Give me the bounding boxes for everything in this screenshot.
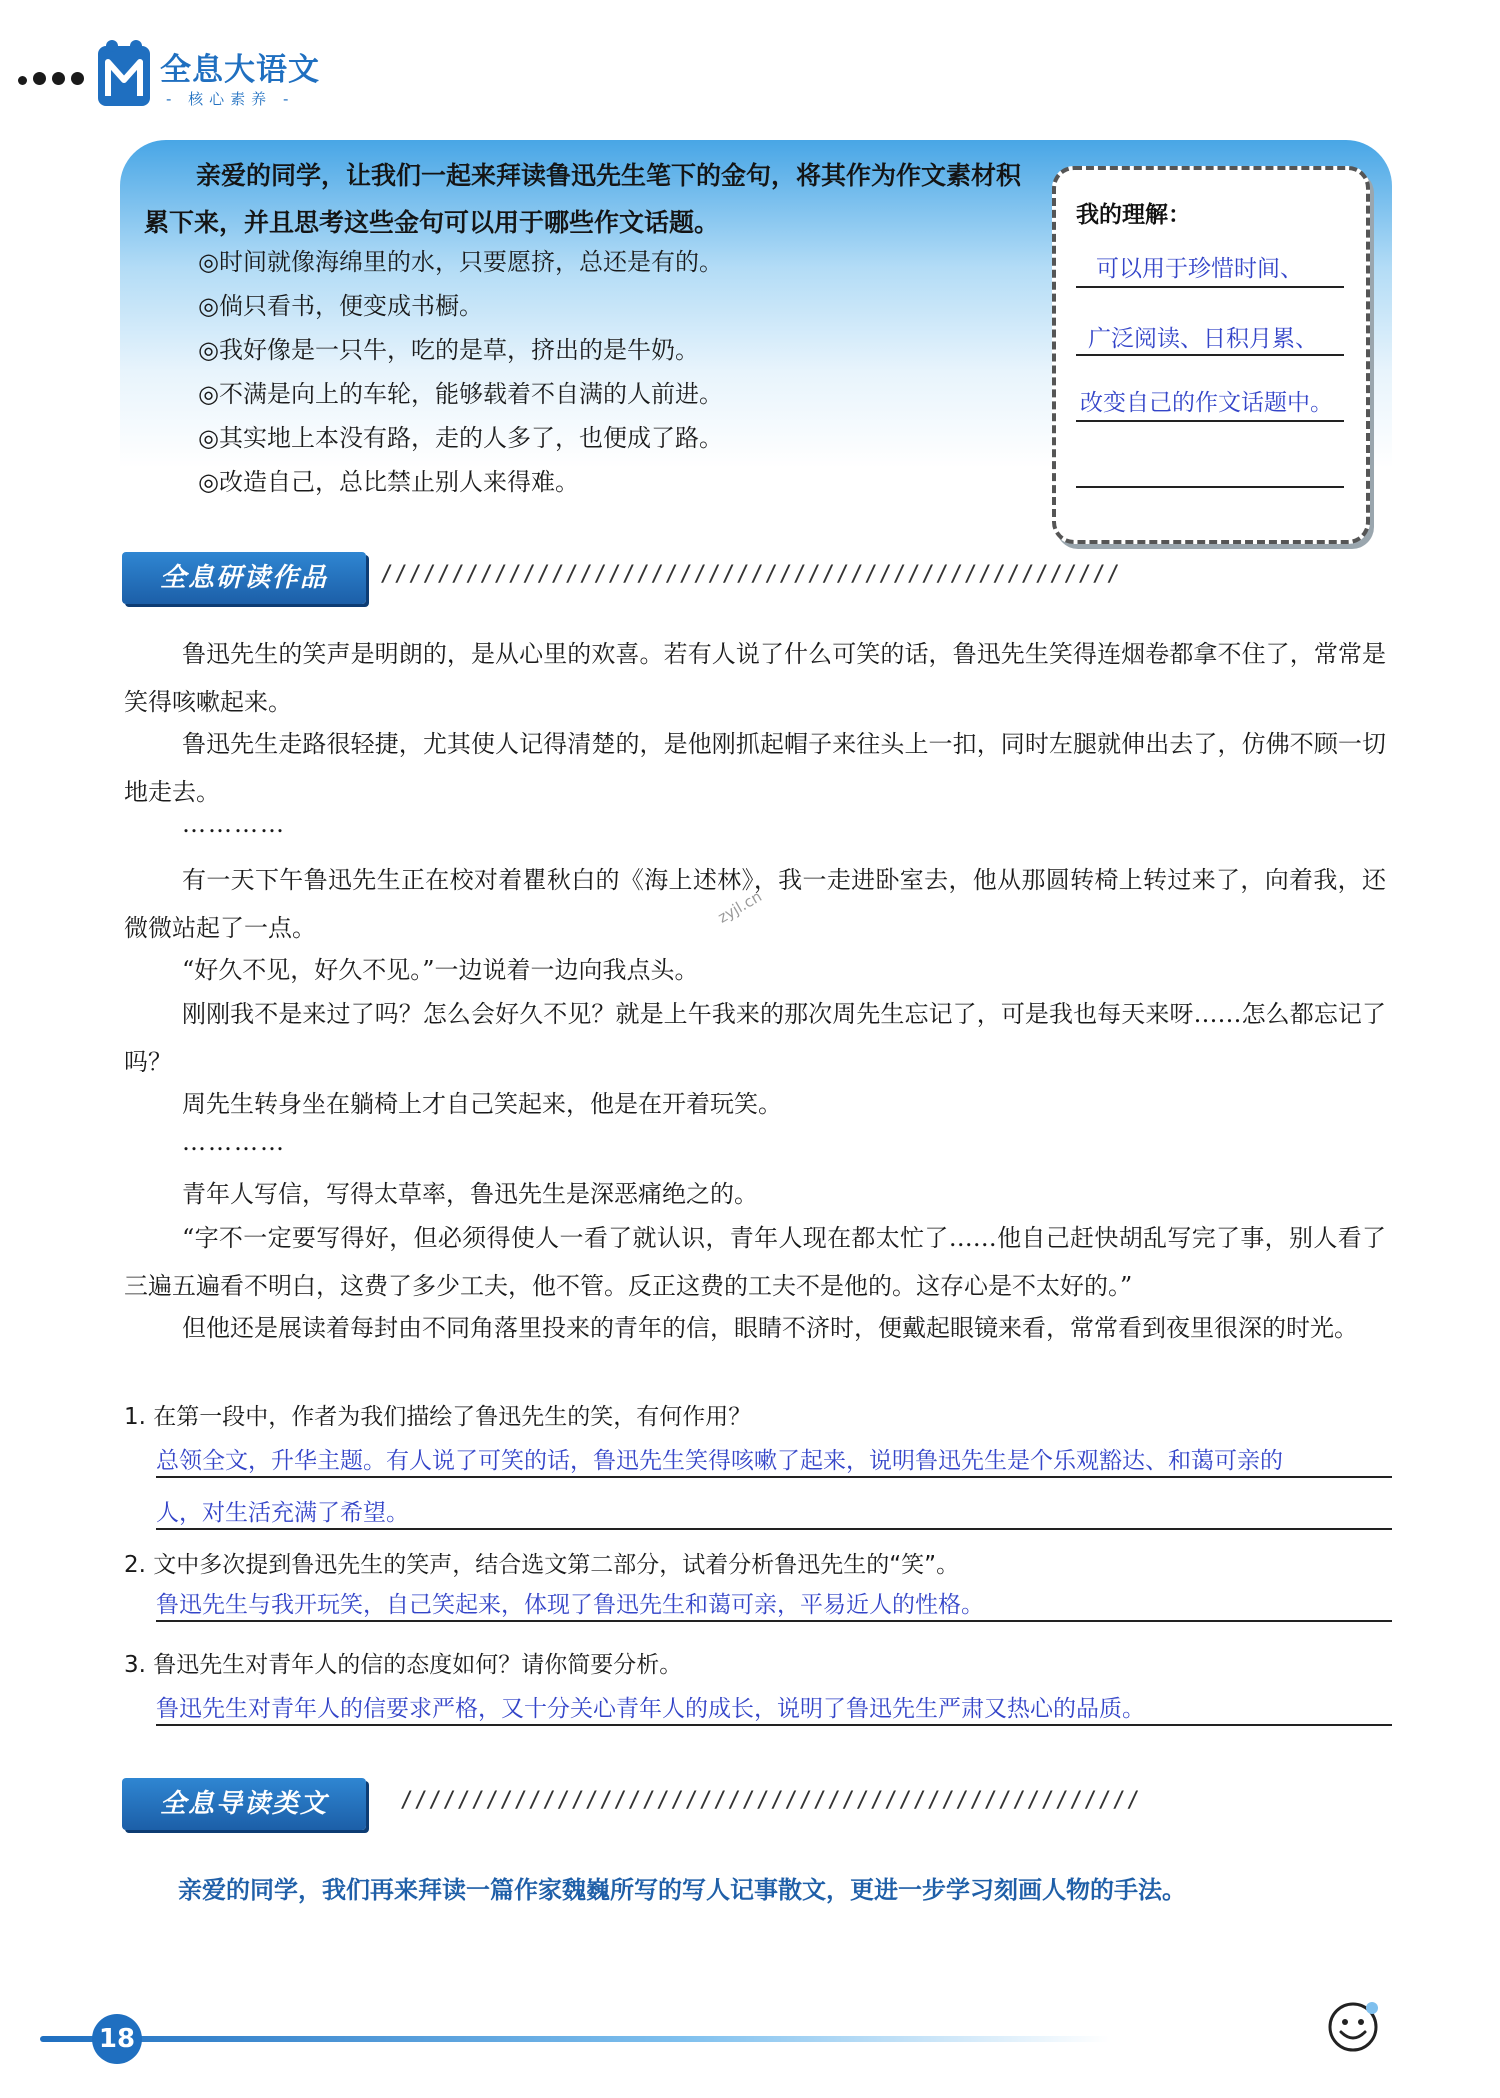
answer-line xyxy=(1076,420,1344,422)
watermark: zyjl.cn xyxy=(714,887,765,927)
answer-1-line-2: 人，对生活充满了希望。 xyxy=(156,1500,409,1526)
article-paragraph-5: 刚刚我不是来过了吗？怎么会好久不见？就是上午我来的那次周先生忘记了，可是我也每天来呀……怎么都忘记了吗？ xyxy=(124,1000,1386,1076)
section-divider: //////////////////////////////////////////////////// xyxy=(400,1788,1141,1813)
quote-2: ◎倘只看书，便变成书橱。 xyxy=(198,292,483,320)
understanding-line-2: 广泛阅读、日积月累、 xyxy=(1088,326,1318,352)
brand-title: 全息大语文 xyxy=(160,52,320,88)
article-paragraph-6: 周先生转身坐在躺椅上才自己笑起来，他是在开着玩笑。 xyxy=(182,1090,782,1118)
quote-6: ◎改造自己，总比禁止别人来得难。 xyxy=(198,468,579,496)
article-paragraph-7: 青年人写信，写得太草率，鲁迅先生是深恶痛绝之的。 xyxy=(182,1180,758,1208)
understanding-line-1: 可以用于珍惜时间、 xyxy=(1096,256,1303,282)
answer-line xyxy=(156,1476,1392,1478)
page-number: 18 xyxy=(92,2014,142,2064)
answer-3: 鲁迅先生对青年人的信要求严格，又十分关心青年人的成长，说明了鲁迅先生严肃又热心的品质。 xyxy=(156,1696,1145,1722)
understanding-line-3: 改变自己的作文话题中。 xyxy=(1080,390,1333,416)
article-ellipsis: ………… xyxy=(182,1128,286,1156)
footer-bar xyxy=(40,2036,1110,2042)
quote-4: ◎不满是向上的车轮，能够载着不自满的人前进。 xyxy=(198,380,723,408)
answer-line xyxy=(1076,286,1344,288)
answer-line xyxy=(156,1724,1392,1726)
question-3: 3. 鲁迅先生对青年人的信的态度如何？请你简要分析。 xyxy=(124,1652,683,1678)
article-paragraph-4: “好久不见，好久不见。”一边说着一边向我点头。 xyxy=(182,956,699,984)
article-ellipsis: ………… xyxy=(182,810,286,838)
article-paragraph-8: “字不一定要写得好，但必须得使人一看了就认识，青年人现在都太忙了……他自己赶快胡乱写完了事，别人看了三遍五遍看不明白，这费了多少工夫，他不管。反正这费的工夫不是他的。这存心是不太好的。” xyxy=(124,1224,1386,1300)
answer-line xyxy=(156,1620,1392,1622)
m-letter-logo-icon xyxy=(98,40,150,106)
section2-intro: 亲爱的同学，我们再来拜读一篇作家魏巍所写的写人记事散文，更进一步学习刻画人物的手法。 xyxy=(178,1876,1186,1904)
quote-5: ◎其实地上本没有路，走的人多了，也便成了路。 xyxy=(198,424,723,452)
brand-subtitle: - 核心素养 - xyxy=(166,90,295,108)
answer-2: 鲁迅先生与我开玩笑，自己笑起来，体现了鲁迅先生和蔼可亲，平易近人的性格。 xyxy=(156,1592,984,1618)
article-paragraph-2: 鲁迅先生走路很轻捷，尤其使人记得清楚的，是他刚抓起帽子来往头上一扣，同时左腿就伸出去了，仿佛不顾一切地走去。 xyxy=(124,730,1386,806)
quote-1: ◎时间就像海绵里的水，只要愿挤，总还是有的。 xyxy=(198,248,723,276)
dots-icon xyxy=(18,70,90,89)
quote-3: ◎我好像是一只牛，吃的是草，挤出的是牛奶。 xyxy=(198,336,699,364)
answer-1-line-1: 总领全文，升华主题。有人说了可笑的话，鲁迅先生笑得咳嗽了起来，说明鲁迅先生是个乐观豁达、和蔼可亲的 xyxy=(156,1448,1283,1474)
question-1: 1. 在第一段中，作者为我们描绘了鲁迅先生的笑，有何作用？ xyxy=(124,1404,752,1430)
section-heading-study: 全息研读作品 xyxy=(122,552,366,604)
section-divider: //////////////////////////////////////////////////// xyxy=(380,562,1121,587)
article-paragraph-1: 鲁迅先生的笑声是明朗的，是从心里的欢喜。若有人说了什么可笑的话，鲁迅先生笑得连烟卷都拿不住了，常常是笑得咳嗽起来。 xyxy=(124,640,1386,716)
article-paragraph-9: 但他还是展读着每封由不同角落里投来的青年的信，眼睛不济时，便戴起眼镜来看，常常看到夜里很深的时光。 xyxy=(182,1314,1358,1342)
answer-line xyxy=(156,1528,1392,1530)
question-2: 2. 文中多次提到鲁迅先生的笑声，结合选文第二部分，试着分析鲁迅先生的“笑”。 xyxy=(124,1552,960,1578)
intro-text: 亲爱的同学，让我们一起来拜读鲁迅先生笔下的金句，将其作为作文素材积累下来，并且思考这些金句可以用于哪些作文话题。 xyxy=(144,161,1022,237)
section-heading-guide: 全息导读类文 xyxy=(122,1778,366,1830)
answer-line xyxy=(1076,486,1344,488)
answer-line xyxy=(1076,354,1344,356)
smiley-icon xyxy=(1326,2000,1380,2054)
article-paragraph-3: 有一天下午鲁迅先生正在校对着瞿秋白的《海上述林》，我一走进卧室去，他从那圆转椅上转过来了，向着我，还微微站起了一点。 xyxy=(124,866,1386,942)
understanding-title: 我的理解： xyxy=(1076,202,1191,228)
